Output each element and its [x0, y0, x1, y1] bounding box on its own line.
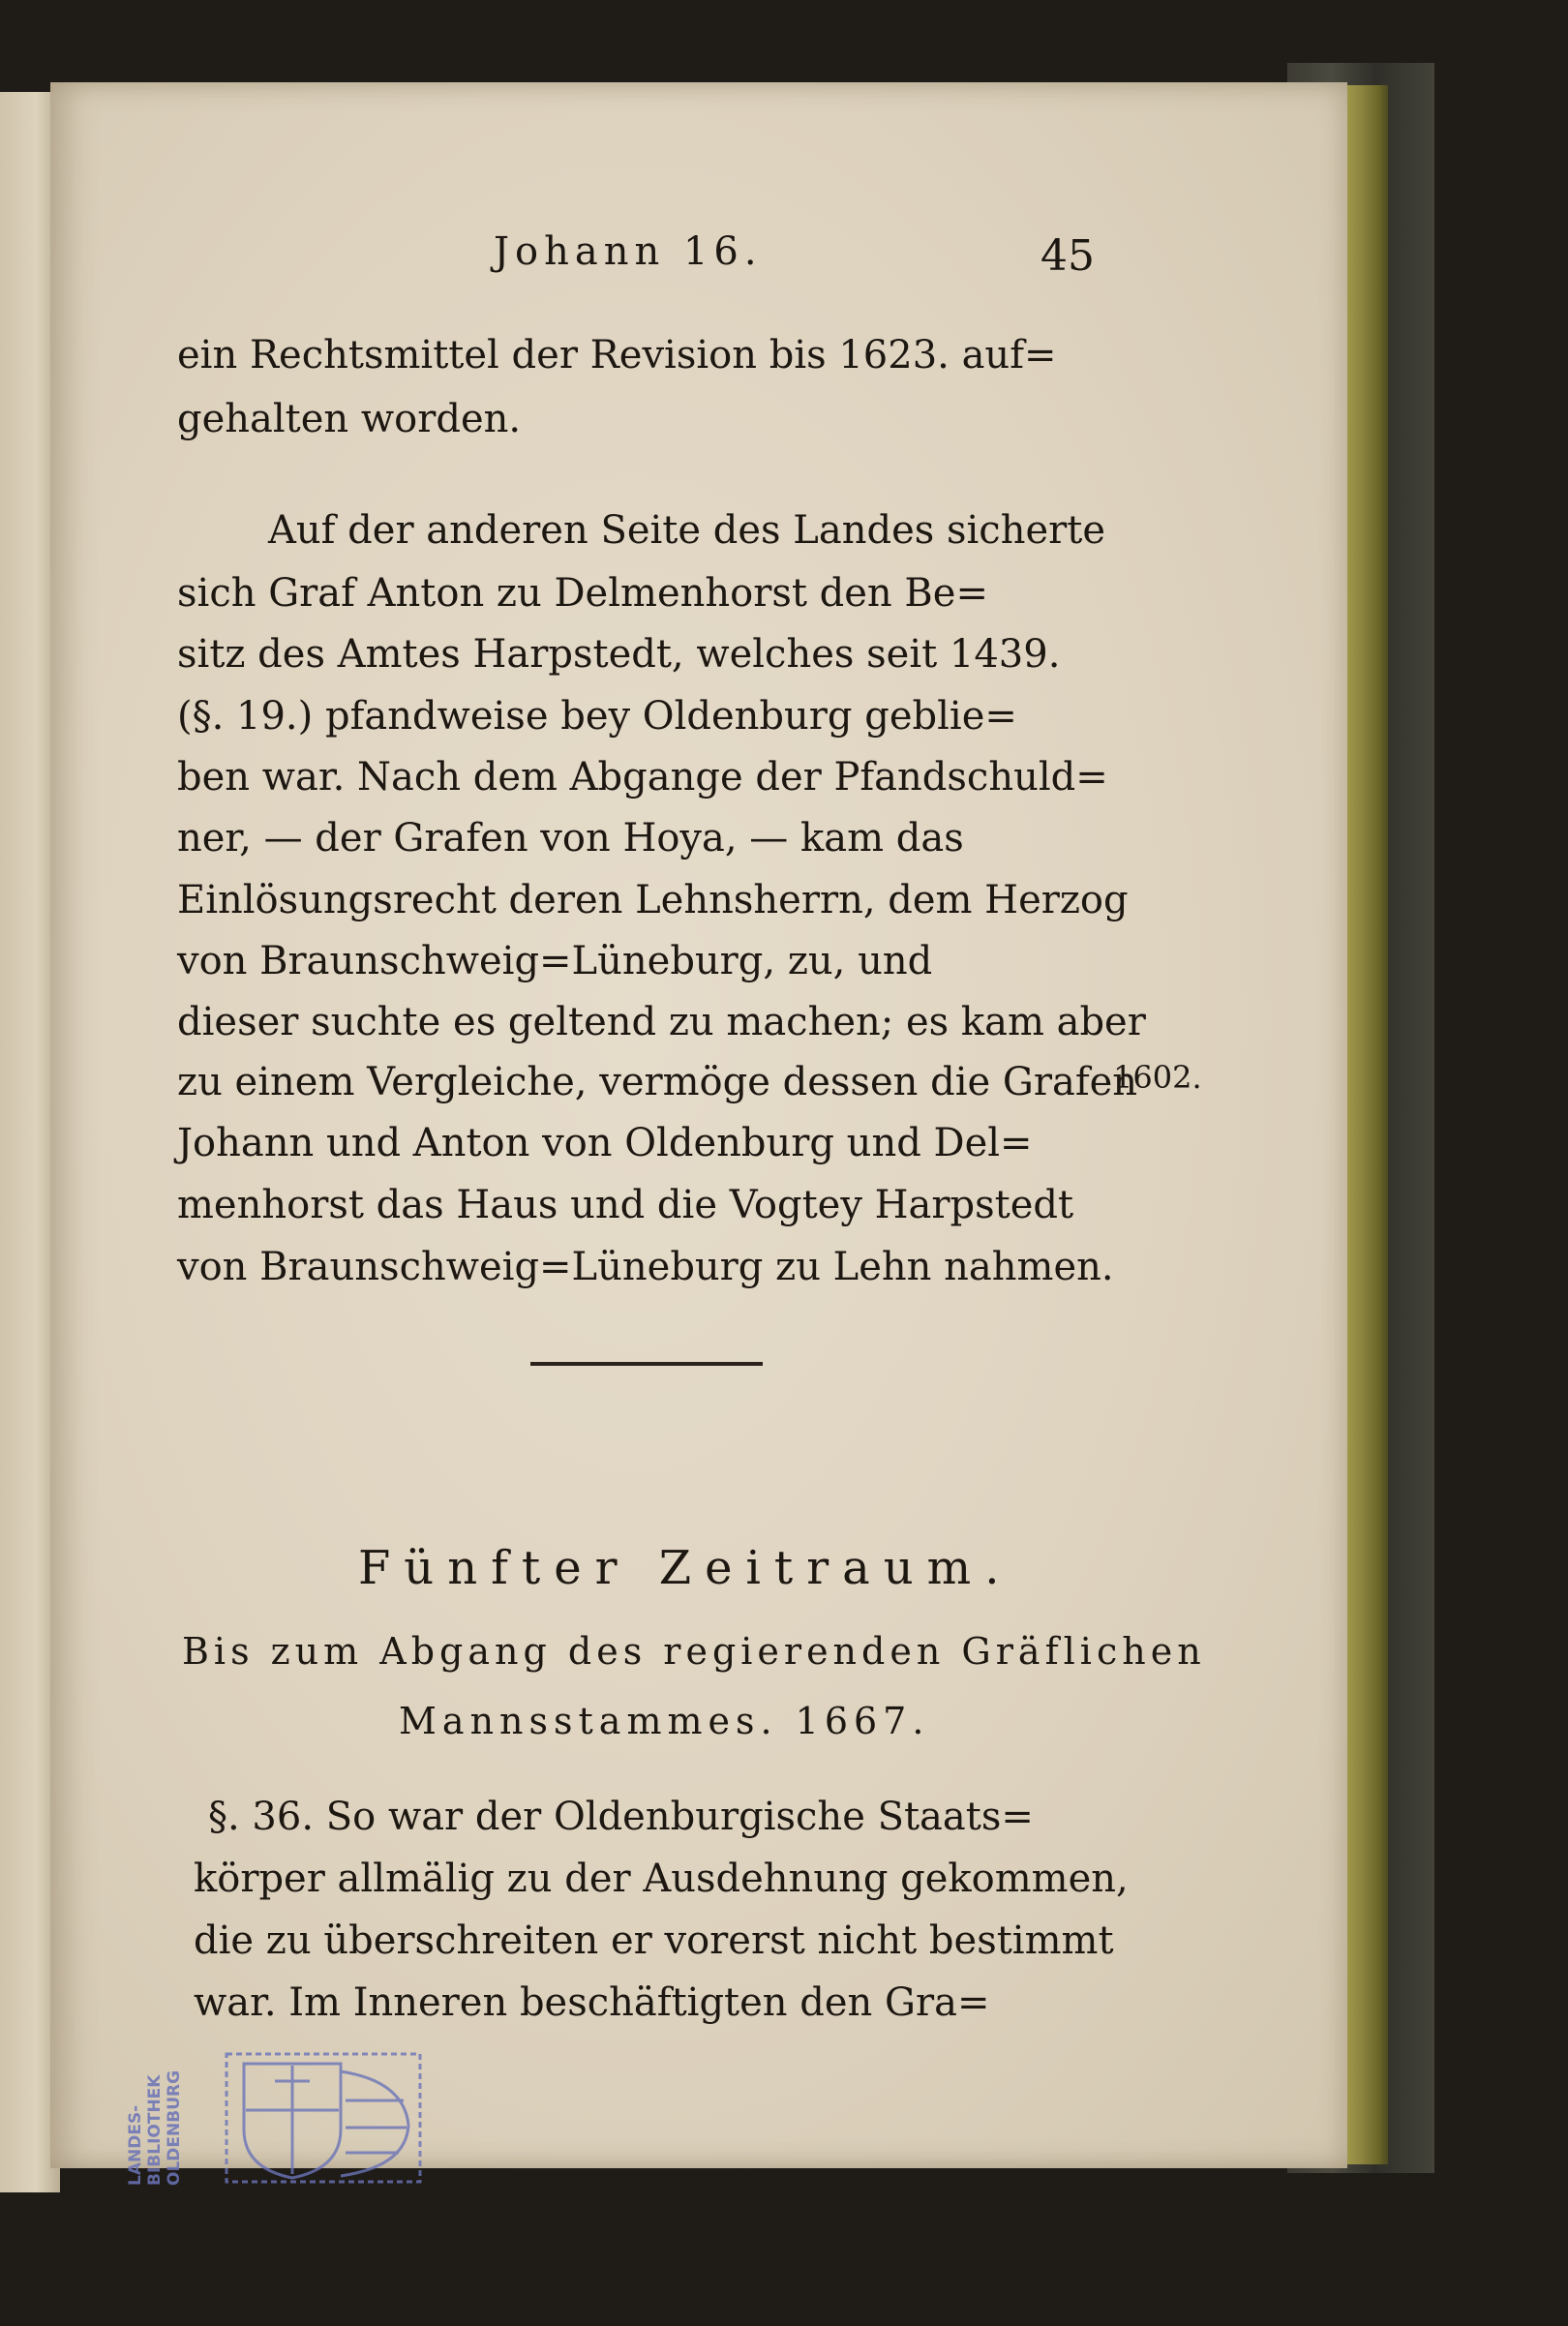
- page-number: 45: [1040, 231, 1095, 281]
- text-line: dieser suchte es geltend zu machen; es kam aber: [177, 1000, 1146, 1044]
- stamp-text-line: BIBLIOTHEK: [145, 2074, 165, 2186]
- text-line: körper allmälig zu der Ausdehnung gekommen,: [194, 1857, 1129, 1901]
- text-line: (§. 19.) pfandweise bey Oldenburg geblie=: [177, 694, 1017, 739]
- text-line: sich Graf Anton zu Delmenhorst den Be=: [177, 571, 988, 616]
- library-stamp: [118, 2042, 428, 2188]
- text-line: §. 36. So war der Oldenburgische Staats=: [208, 1795, 1034, 1839]
- running-head: Johann 16.: [494, 229, 763, 274]
- text-line: Auf der anderen Seite des Landes sicherte: [268, 508, 1105, 553]
- section-subtitle-line-2: Mannsstammes. 1667.: [399, 1700, 930, 1742]
- text-line: sitz des Amtes Harpstedt, welches seit 1439.: [177, 632, 1061, 677]
- text-line: ner, — der Grafen von Hoya, — kam das: [177, 816, 964, 861]
- text-line: von Braunschweig=Lüneburg, zu, und: [177, 939, 933, 983]
- margin-note-year: 1602.: [1113, 1059, 1202, 1096]
- section-divider: [530, 1362, 763, 1366]
- text-line: Johann und Anton von Oldenburg und Del=: [177, 1121, 1033, 1165]
- coat-of-arms-seal-icon: [225, 2052, 428, 2186]
- section-title: Fünfter Zeitraum.: [358, 1541, 1013, 1595]
- text-line: menhorst das Haus und die Vogtey Harpstedt: [177, 1183, 1074, 1227]
- section-subtitle-line-1: Bis zum Abgang des regierenden Gräflichen: [182, 1630, 1206, 1673]
- stamp-text-line: OLDENBURG: [165, 2069, 184, 2186]
- text-line: ben war. Nach dem Abgange der Pfandschuld=: [177, 755, 1108, 800]
- text-line: war. Im Inneren beschäftigten den Gra=: [194, 1980, 990, 2025]
- text-line: gehalten worden.: [177, 397, 522, 441]
- text-line: von Braunschweig=Lüneburg zu Lehn nahmen.: [177, 1245, 1114, 1289]
- text-line: zu einem Vergleiche, vermöge dessen die Grafen: [177, 1060, 1138, 1104]
- stamp-text-line: LANDES-: [126, 2104, 145, 2186]
- text-line: ein Rechtsmittel der Revision bis 1623. auf=: [177, 333, 1057, 378]
- text-line: die zu überschreiten er vorerst nicht bestimmt: [194, 1918, 1114, 1963]
- text-line: Einlösungsrecht deren Lehnsherrn, dem Herzog: [177, 878, 1129, 922]
